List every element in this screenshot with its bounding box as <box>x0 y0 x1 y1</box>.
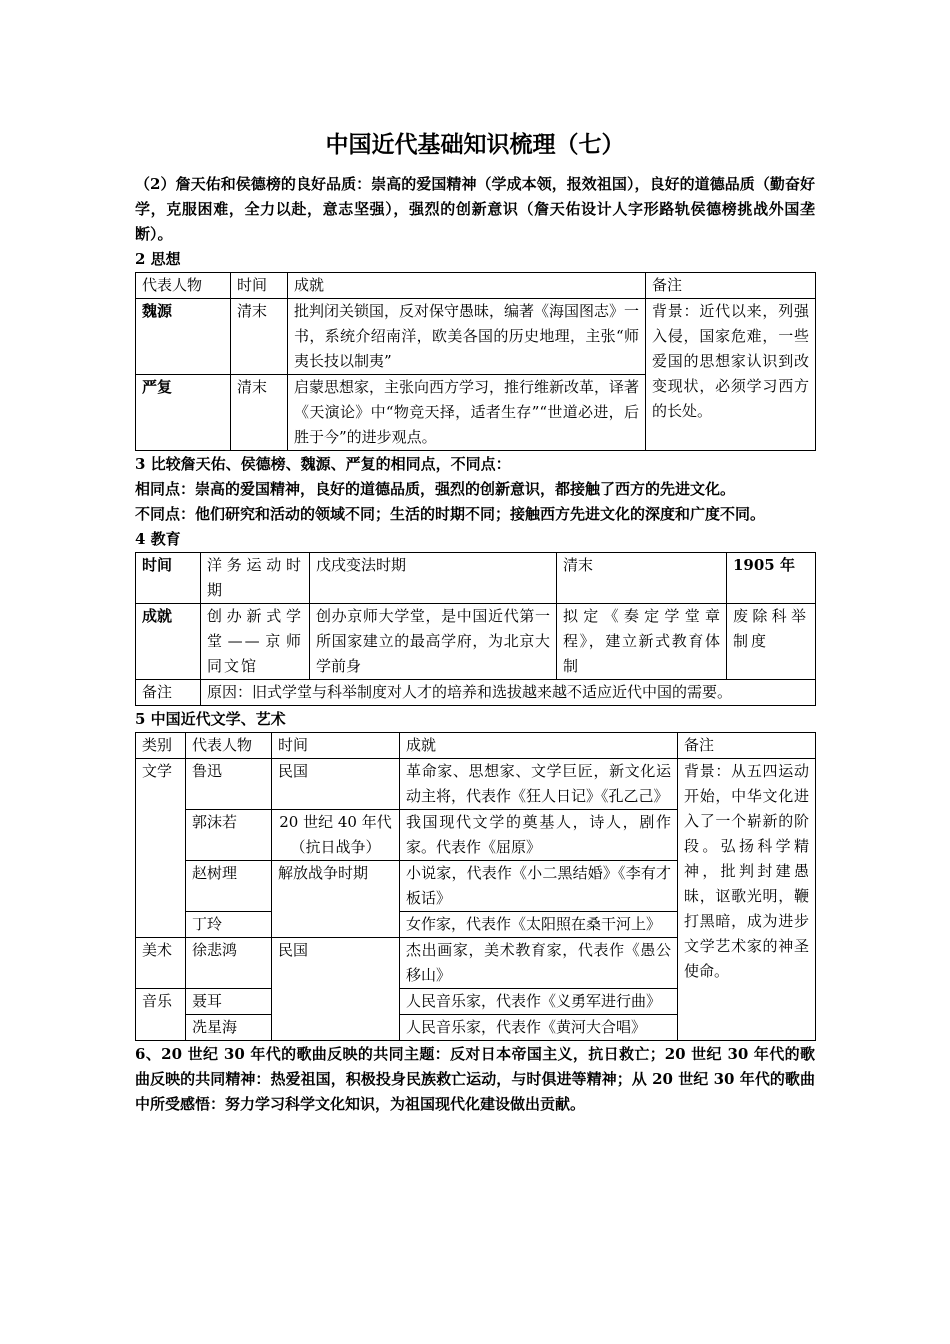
table-cell: 清末 <box>231 375 288 451</box>
table-row <box>136 299 816 375</box>
table-row <box>136 680 816 706</box>
table-cell: 聂耳 <box>186 989 272 1015</box>
table-cell: 备注 <box>136 680 201 706</box>
table-cell: 1905 年 <box>727 553 816 604</box>
table-header: 时间 <box>231 273 288 299</box>
table-header: 成就 <box>288 273 646 299</box>
table-header: 时间 <box>272 733 400 759</box>
table-cell: 时间 <box>136 553 201 604</box>
table-cell: 我国现代文学的奠基人，诗人，剧作家。代表作《屈原》 <box>400 810 678 861</box>
table-cell: 女作家，代表作《太阳照在桑干河上》 <box>400 912 678 938</box>
table-cell: 清末 <box>231 299 288 375</box>
section-5-heading: 5 中国近代文学、艺术 <box>135 710 286 728</box>
different-points: 不同点：他们研究和活动的领域不同；生活的时期不同；接触西方先进文化的深度和广度不同。 <box>135 505 766 523</box>
table-cell: 戊戌变法时期 <box>310 553 557 604</box>
table-cell: 创办新式学堂——京师同文馆 <box>201 604 310 680</box>
table-cell: 废除科举制度 <box>727 604 816 680</box>
table-cell-note: 原因：旧式学堂与科举制度对人才的培养和选拔越来越不适应近代中国的需要。 <box>201 680 816 706</box>
intro-paragraph: （2）詹天佑和侯德榜的良好品质：崇高的爱国精神（学成本领，报效祖国），良好的道德品质（勤奋好学，克服困难，全力以赴，意志坚强），强烈的创新意识（詹天佑设计人字形路轨侯德榜挑战外国垄断）。 <box>135 175 815 243</box>
table-cell-category: 美术 <box>136 938 186 989</box>
section-3-heading: 3 比较詹天佑、侯德榜、魏源、严复的相同点，不同点： <box>135 455 511 473</box>
table-cell: 创办京师大学堂，是中国近代第一所国家建立的最高学府，为北京大学前身 <box>310 604 557 680</box>
table-header: 备注 <box>678 733 816 759</box>
table-cell: 徐悲鸿 <box>186 938 272 989</box>
table-cell: 魏源 <box>136 299 231 375</box>
table-header-row <box>136 733 816 759</box>
table-header: 代表人物 <box>136 273 231 299</box>
table-cell: 郭沫若 <box>186 810 272 861</box>
table-cell: 革命家、思想家、文学巨匠，新文化运动主将，代表作《狂人日记》《孔乙己》 <box>400 759 678 810</box>
table-cell: 成就 <box>136 604 201 680</box>
table-cell: 解放战争时期 <box>272 861 400 938</box>
table-row <box>136 553 816 604</box>
literature-art-table <box>135 732 816 1041</box>
table-cell: 民国 <box>272 759 400 810</box>
table-cell: 民国 <box>272 938 400 1041</box>
section-6-paragraph: 6、20 世纪 30 年代的歌曲反映的共同主题：反对日本帝国主义，抗日救亡；20 世纪 30 年代的歌曲反映的共同精神：热爱祖国，积极投身民族救亡运动，与时俱进等精神；从 20 世纪 30 年代的歌曲中所受感悟：努力学习科学文化知识，为祖国现代化建设做出贡献。 <box>135 1045 815 1113</box>
page-title: 中国近代基础知识梳理（七） <box>325 131 625 158</box>
table-cell: 拟定《奏定学堂章程》，建立新式教育体制 <box>557 604 727 680</box>
table-cell: 人民音乐家，代表作《黄河大合唱》 <box>400 1015 678 1041</box>
same-points: 相同点：崇高的爱国精神，良好的道德品质，强烈的创新意识，都接触了西方的先进文化。 <box>135 480 736 498</box>
table-header: 代表人物 <box>186 733 272 759</box>
table-cell: 小说家，代表作《小二黑结婚》《李有才板话》 <box>400 861 678 912</box>
table-cell-note: 背景：近代以来，列强入侵，国家危难，一些爱国的思想家认识到改变现状，必须学习西方的长处。 <box>646 299 816 451</box>
thought-table <box>135 272 816 451</box>
section-4-heading: 4 教育 <box>135 530 181 548</box>
table-cell-category: 音乐 <box>136 989 186 1041</box>
document-page <box>135 128 815 1117</box>
table-cell: 启蒙思想家，主张向西方学习，推行维新改革，译著《天演论》中“物竞天择，适者生存”“世道必进，后胜于今”的进步观点。 <box>288 375 646 451</box>
table-cell: 杰出画家，美术教育家，代表作《愚公移山》 <box>400 938 678 989</box>
table-cell: 丁玲 <box>186 912 272 938</box>
table-cell: 批判闭关锁国，反对保守愚昧，编著《海国图志》一书，系统介绍南洋，欧美各国的历史地理，主张“师夷长技以制夷” <box>288 299 646 375</box>
section-2-heading: 2 思想 <box>135 250 181 268</box>
table-cell: 20 世纪 40 年代（抗日战争） <box>272 810 400 861</box>
table-header: 类别 <box>136 733 186 759</box>
table-cell-note: 背景：从五四运动开始，中华文化进入了一个崭新的阶段。弘扬科学精神，批判封建愚昧，讴歌光明，鞭打黑暗，成为进步文学艺术家的神圣使命。 <box>678 759 816 1041</box>
table-row <box>136 604 816 680</box>
table-cell: 冼星海 <box>186 1015 272 1041</box>
table-header: 备注 <box>646 273 816 299</box>
table-cell: 鲁迅 <box>186 759 272 810</box>
table-cell: 洋务运动时期 <box>201 553 310 604</box>
table-cell: 严复 <box>136 375 231 451</box>
table-cell-category: 文学 <box>136 759 186 938</box>
table-cell: 赵树理 <box>186 861 272 912</box>
table-header-row <box>136 273 816 299</box>
table-header: 成就 <box>400 733 678 759</box>
education-table <box>135 552 816 706</box>
table-row <box>136 759 816 810</box>
table-cell: 人民音乐家，代表作《义勇军进行曲》 <box>400 989 678 1015</box>
table-cell: 清末 <box>557 553 727 604</box>
